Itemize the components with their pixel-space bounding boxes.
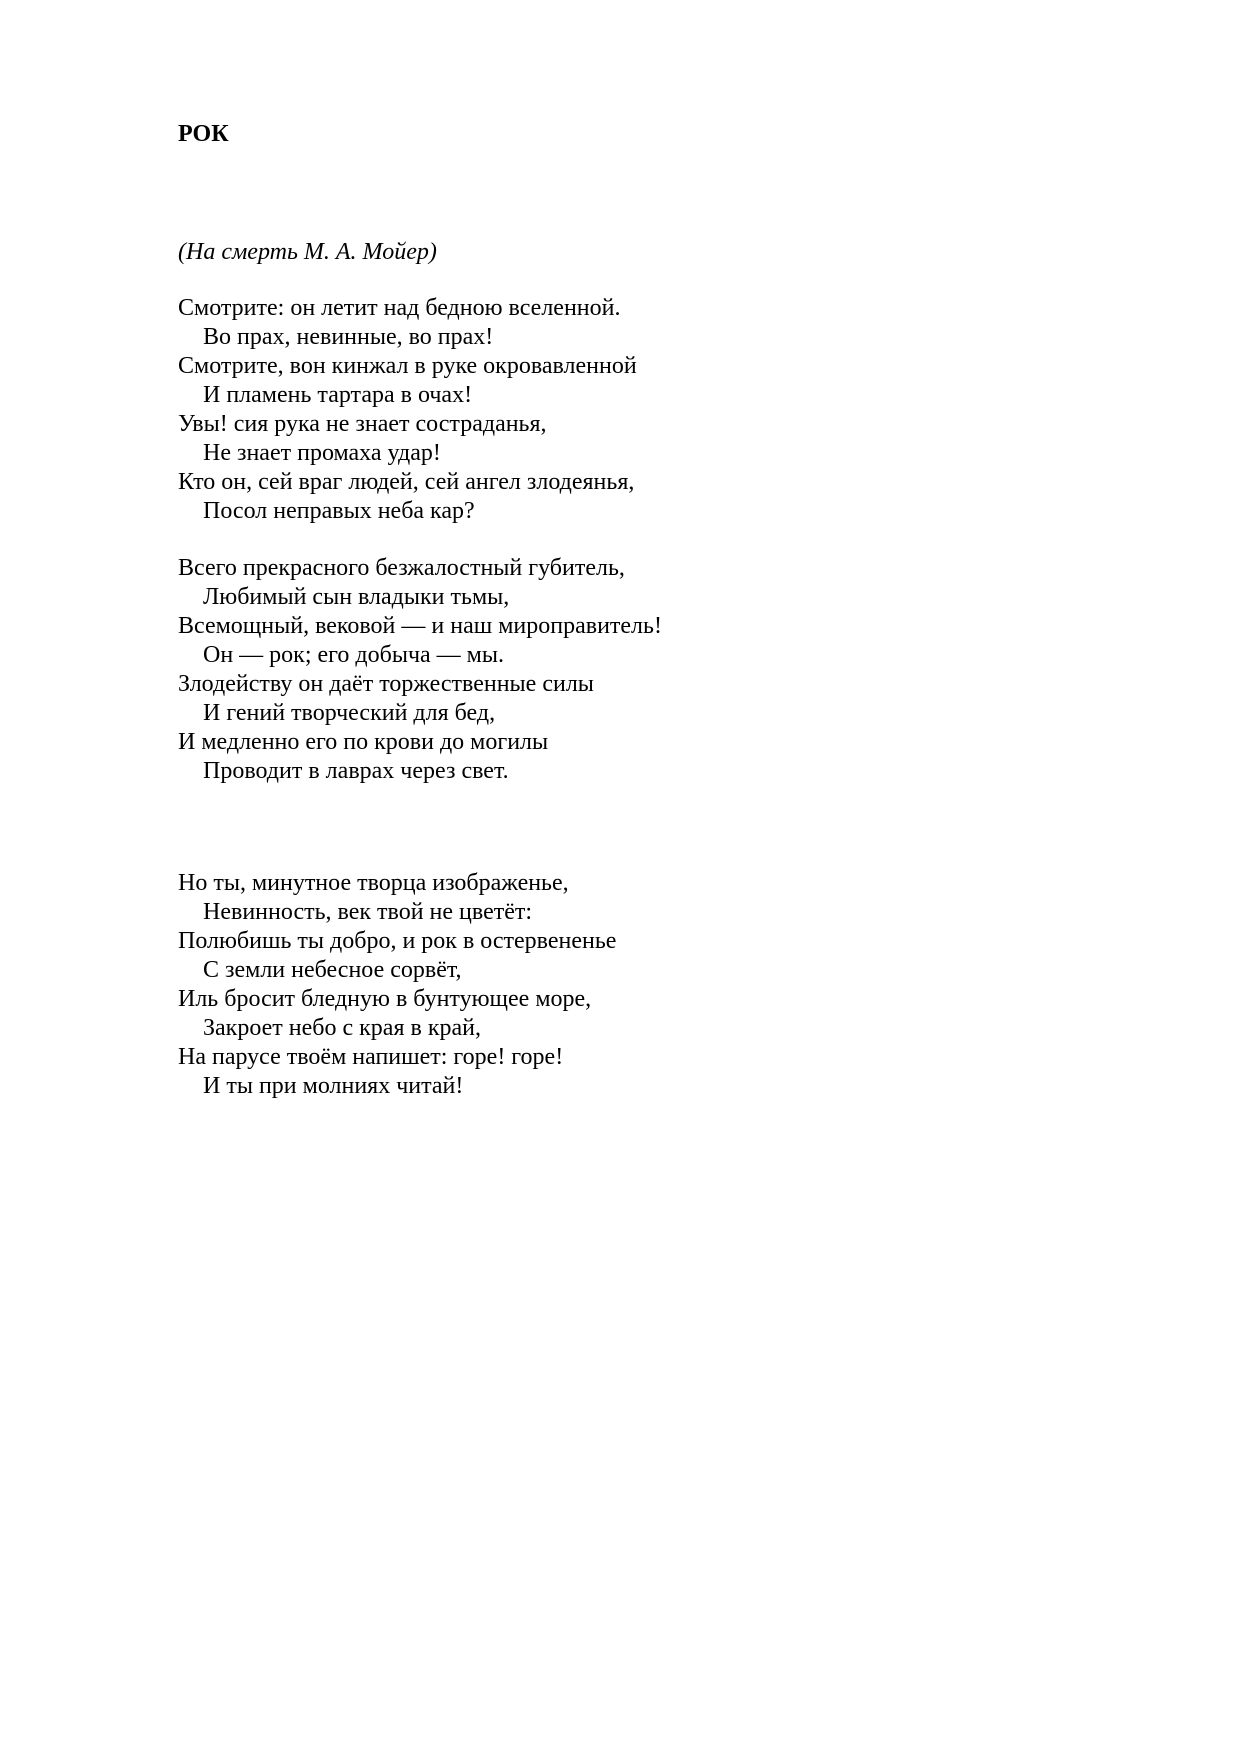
- poem-line: Не знает промаха удар!: [203, 440, 441, 466]
- poem-line: Кто он, сей враг людей, сей ангел злодеянья,: [178, 469, 635, 495]
- poem-title: РОК: [178, 121, 229, 147]
- poem-line: Смотрите, вон кинжал в руке окровавленной: [178, 353, 637, 379]
- poem-line: Во прах, невинные, во прах!: [203, 324, 494, 350]
- stanza-1: [178, 294, 637, 526]
- poem-line: Невинность, век твой не цветёт:: [203, 899, 533, 925]
- poem-line: И пламень тартара в очах!: [203, 382, 473, 408]
- poem-line: Злодейству он даёт торжественные силы: [178, 671, 594, 697]
- poem-line: И медленно его по крови до могилы: [178, 729, 549, 755]
- poem-line: Любимый сын владыки тьмы,: [203, 584, 510, 610]
- stanza-2: [178, 554, 662, 786]
- stanza-3: [178, 869, 616, 1101]
- poem-line: Всемощный, вековой — и наш мироправитель!: [178, 613, 662, 639]
- poem-line: На парусе твоём напишет: горе! горе!: [178, 1044, 564, 1070]
- poem-line: Закроет небо с края в край,: [203, 1015, 481, 1041]
- poem-line: Всего прекрасного безжалостный губитель,: [178, 555, 625, 581]
- poem-line: Проводит в лаврах через свет.: [203, 758, 509, 784]
- poem-line: Смотрите: он летит над бедною вселенной.: [178, 295, 621, 321]
- poem-line: С земли небесное сорвёт,: [203, 957, 462, 983]
- poem-line: Он — рок; его добыча — мы.: [203, 642, 504, 668]
- poem-line: Полюбишь ты добро, и рок в остервененье: [178, 928, 617, 954]
- poem-line: Иль бросит бледную в бунтующее море,: [178, 986, 592, 1012]
- poem-dedication: (На смерть М. А. Мойер): [178, 239, 437, 265]
- poem-line: Но ты, минутное творца изображенье,: [178, 870, 569, 896]
- poem-line: И гений творческий для бед,: [203, 700, 496, 726]
- poem-line: Посол неправых неба кар?: [203, 498, 475, 524]
- poem-line: И ты при молниях читай!: [203, 1073, 464, 1099]
- poem-line: Увы! сия рука не знает состраданья,: [178, 411, 547, 437]
